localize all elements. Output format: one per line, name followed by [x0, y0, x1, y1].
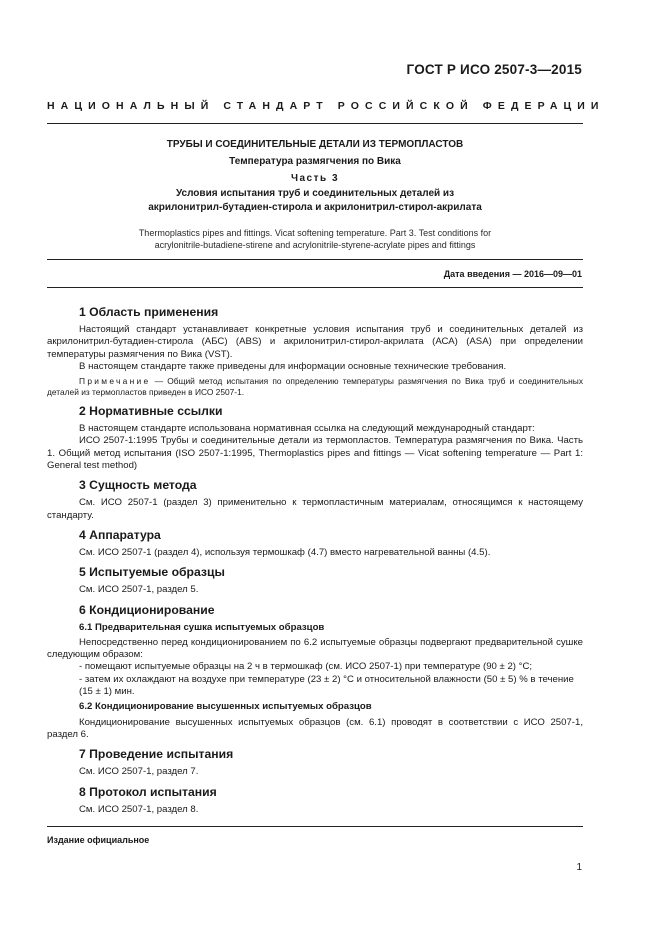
title-main: ТРУБЫ И СОЕДИНИТЕЛЬНЫЕ ДЕТАЛИ ИЗ ТЕРМОПЛАСТОВ: [166, 139, 464, 150]
title-english-line1: Thermoplastics pipes and fittings. Vicat softening temperature. Part 3. Test conditions for: [138, 228, 492, 238]
note: [47, 376, 583, 398]
note-label: Примечание: [79, 376, 151, 387]
paragraph: Непосредственно перед кондиционированием по 6.2 испытуемые образцы подвергают предварительной сушке следующим образом:: [47, 636, 583, 661]
paragraph: В настоящем стандарте использована нормативная ссылка на следующий международный стандарт:: [79, 423, 535, 435]
section-scope: [47, 305, 583, 398]
paragraph: См. ИСО 2507-1 (раздел 3) применительно к термопластичным материалам, относящимся к настоящему стандарту.: [47, 497, 583, 521]
section-apparatus: [47, 528, 583, 559]
date-rule: [47, 287, 583, 288]
section-conditioning: [47, 603, 583, 742]
subsection-heading: 6.1 Предварительная сушка испытуемых образцов: [79, 621, 325, 633]
title-subtitle: Температура размягчения по Вика: [229, 156, 401, 167]
section-method-essence: [47, 478, 583, 522]
header-rule: [47, 123, 583, 124]
paragraph: Настоящий стандарт устанавливает конкретные условия испытания труб и соединительных деталей из акрилонитрил-бутадиен-стирола (АБС) (ABS) и акрилонитрил-стирол-акрилата (АСА) (ASA) при определении температуры размягчения по Вика (VST).: [47, 324, 583, 360]
title-english: [47, 227, 583, 251]
section-test-procedure: [47, 747, 583, 778]
paragraph: См. ИСО 2507-1 (раздел 4), используя термошкаф (4.7) вместо нагревательной ванны (4.5).: [79, 546, 491, 558]
document-body: [47, 305, 583, 822]
paragraph: ИСО 2507-1:1995 Трубы и соединительные детали из термопластов. Температура размягчения по Вика. Часть 1. Общий метод испытания (ISO 2507-1:1995, Thermoplastics pipes and fittings — Vicat softening temperature — Part 1: General test method): [47, 435, 583, 472]
section-heading: 4 Аппаратура: [79, 527, 161, 542]
section-heading: 1 Область применения: [79, 305, 219, 319]
document-code: ГОСТ Р ИСО 2507-3—2015: [406, 62, 582, 77]
introduction-date: Дата введения — 2016—09—01: [443, 269, 582, 279]
note-text: — Общий метод испытания по определению температуры размягчения по Вика труб и соединительных деталей из термопластов приведен в ИСО 2507-1.: [47, 376, 584, 398]
title-line4: акрилонитрил-бутадиен-стирола и акрилонитрил-стирол-акрилата: [148, 202, 482, 213]
title-block: [47, 136, 583, 251]
section-heading: 5 Испытуемые образцы: [79, 565, 225, 580]
section-normative-references: [47, 404, 583, 472]
paragraph: См. ИСО 2507-1, раздел 8.: [79, 803, 199, 815]
list-item: - помещают испытуемые образцы на 2 ч в термошкаф (см. ИСО 2507-1) при температуре (90 ± 2) °С;: [79, 661, 533, 673]
section-heading: 2 Нормативные ссылки: [79, 404, 223, 419]
section-test-specimens: [47, 565, 583, 596]
title-part: Часть 3: [290, 173, 340, 184]
paragraph: См. ИСО 2507-1, раздел 5.: [79, 584, 199, 596]
title-english-line2: acrylonitrile-butadiene-stirene and acrylonitrile-styrene-acrylate pipes and fittings: [154, 240, 476, 250]
title-line3: Условия испытания труб и соединительных деталей из: [175, 188, 455, 199]
official-edition-label: Издание официальное: [47, 835, 150, 845]
national-standard-heading: НАЦИОНАЛЬНЫЙ СТАНДАРТ РОССИЙСКОЙ ФЕДЕРАЦИИ: [47, 100, 605, 112]
title-rule: [47, 259, 583, 260]
section-heading: 3 Сущность метода: [79, 478, 197, 493]
footer-rule: [47, 826, 583, 827]
page-number: 1: [576, 862, 582, 873]
paragraph: Кондиционирование высушенных испытуемых образцов (см. 6.1) проводят в соответствии с ИСО 2507-1, раздел 6.: [47, 716, 583, 740]
list-item: - затем их охлаждают на воздухе при температуре (23 ± 2) °С и относительной влажности (50 ± 5) % в течение (15 ± 1) мин.: [79, 673, 574, 698]
subsection-heading: 6.2 Кондиционирование высушенных испытуемых образцов: [79, 701, 372, 713]
section-heading: 6 Кондиционирование: [79, 602, 215, 617]
section-heading: 7 Проведение испытания: [79, 747, 234, 762]
paragraph: См. ИСО 2507-1, раздел 7.: [79, 766, 199, 778]
section-test-report: [47, 785, 583, 816]
section-heading: 8 Протокол испытания: [79, 784, 217, 799]
paragraph: В настоящем стандарте также приведены для информации основные технические требования.: [79, 360, 507, 372]
